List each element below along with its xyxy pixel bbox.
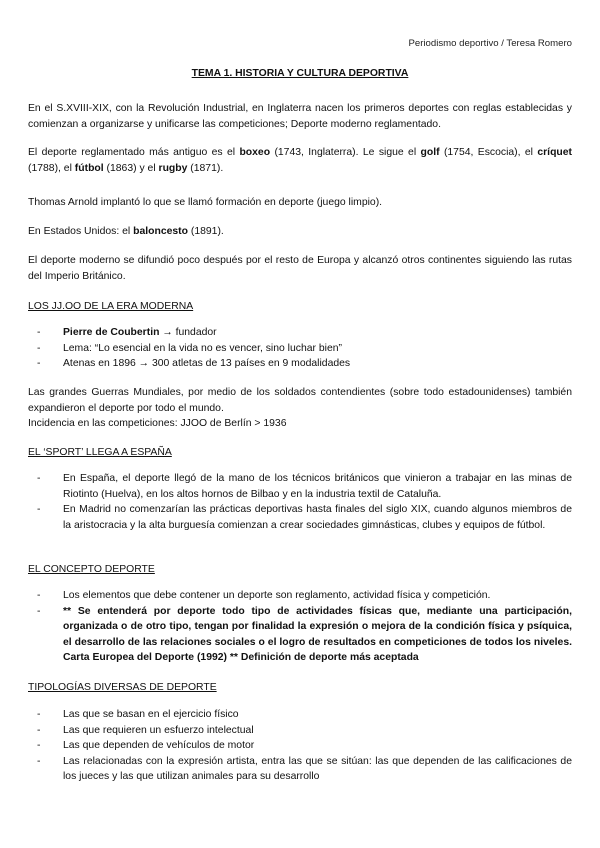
list-item: - Los elementos que debe contener un deporte son reglamento, actividad física y competición. xyxy=(28,588,572,604)
list-item: - Lema: “Lo esencial en la vida no es vencer, sino luchar bien” xyxy=(28,341,572,357)
text: → fundador xyxy=(159,327,217,338)
paragraph-thomas-arnold: Thomas Arnold implantó lo que se llamó formación en deporte (juego limpio). xyxy=(28,197,383,208)
list-item: - Las que dependen de vehículos de motor xyxy=(28,738,572,754)
paragraph-diffusion: El deporte moderno se difundió poco después por el resto de Europa y alcanzó otros continentes siguiendo las rutas del Imperio Británico. xyxy=(28,255,572,282)
list-item: - Las relacionadas con la expresión artista, entra las que se sitúan: las que dependen de las calificaciones de los jueces y las que utilizan animales para su desarrollo xyxy=(28,754,572,785)
text: Las grandes Guerras Mundiales, por medio de los soldados contendientes (sobre todo estadounidenses) también expandieron el deporte por todo el mundo. xyxy=(28,387,572,414)
bold-text: boxeo xyxy=(239,147,271,158)
concept-list xyxy=(28,588,572,666)
list-item: - Las que requieren un esfuerzo intelectual xyxy=(28,723,572,739)
bold-text: ** Se entenderá por deporte todo tipo de actividades físicas que, mediante una participación, organizada o de otro tipo, tengan por finalidad la expresión o mejora de la condición física y psíquica, el desarrollo de las relaciones sociales o el logro de resultados en competiciones de todos los niveles. Carta Europea del Deporte (1992) ** Definición de deporte más aceptada xyxy=(63,605,572,664)
text: (1863) y el xyxy=(103,162,159,174)
text: (1788), el xyxy=(28,162,75,174)
paragraph-oldest-sports xyxy=(28,145,572,176)
list-item: - En España, el deporte llegó de la mano de los técnicos británicos que vinieron a trabajar en las minas de Riotinto (Huelva), en los altos hornos de Bilbao y en la industria textil de Cataluña. xyxy=(28,471,572,502)
section-heading-concept: EL CONCEPTO DEPORTE xyxy=(28,564,155,575)
jjoo-list xyxy=(28,325,572,372)
spain-list xyxy=(28,471,572,533)
paragraph-industrial-revolution: En el S.XVIII-XIX, con la Revolución Industrial, en Inglaterra nacen los primeros deportes con reglas establecidas y comienzan a organizarse y unificarse las competiciones; Deporte moderno reglamentado. xyxy=(28,103,572,130)
list-item: - Atenas en 1896 → 300 atletas de 13 países en 9 modalidades xyxy=(28,356,572,372)
text: Incidencia en las competiciones: JJOO de Berlín > 1936 xyxy=(28,418,287,430)
section-heading-typologies: TIPOLOGÍAS DIVERSAS DE DEPORTE xyxy=(28,682,217,693)
list-item xyxy=(28,604,572,666)
text: El deporte reglamentado más antiguo es el xyxy=(28,147,240,158)
section-heading-spain: EL ‘SPORT’ LLEGA A ESPAÑA xyxy=(28,447,172,458)
bold-text: fútbol xyxy=(74,162,104,174)
text: (1754, Escocia), el xyxy=(439,147,538,158)
text: En Estados Unidos: el xyxy=(28,226,134,237)
text: (1871). xyxy=(187,162,224,174)
bold-text: baloncesto xyxy=(133,226,188,237)
bold-text: Pierre de Coubertin xyxy=(63,327,160,338)
typologies-list xyxy=(28,707,572,785)
paragraph-usa xyxy=(28,224,572,240)
section-heading-jjoo: LOS JJ.OO DE LA ERA MODERNA xyxy=(28,301,194,312)
list-item xyxy=(28,325,572,341)
bold-text: golf xyxy=(420,147,440,158)
bold-text: críquet xyxy=(537,147,573,158)
page-title: TEMA 1. HISTORIA Y CULTURA DEPORTIVA xyxy=(191,68,409,79)
text: (1743, Inglaterra). Le sigue el xyxy=(270,147,421,158)
text: (1891). xyxy=(187,226,224,237)
page-header: Periodismo deportivo / Teresa Romero xyxy=(408,38,572,49)
bold-text: rugby xyxy=(158,162,188,174)
list-item: - En Madrid no comenzarían las prácticas deportivas hasta finales del siglo XIX, cuando algunos miembros de la aristocracia y la alta burguesía comienzan a crear sociedades gimnásticas, clubes y equipos de fútbol. xyxy=(28,502,572,533)
list-item: - Las que se basan en el ejercicio físico xyxy=(28,707,572,723)
paragraph-world-wars xyxy=(28,385,572,432)
